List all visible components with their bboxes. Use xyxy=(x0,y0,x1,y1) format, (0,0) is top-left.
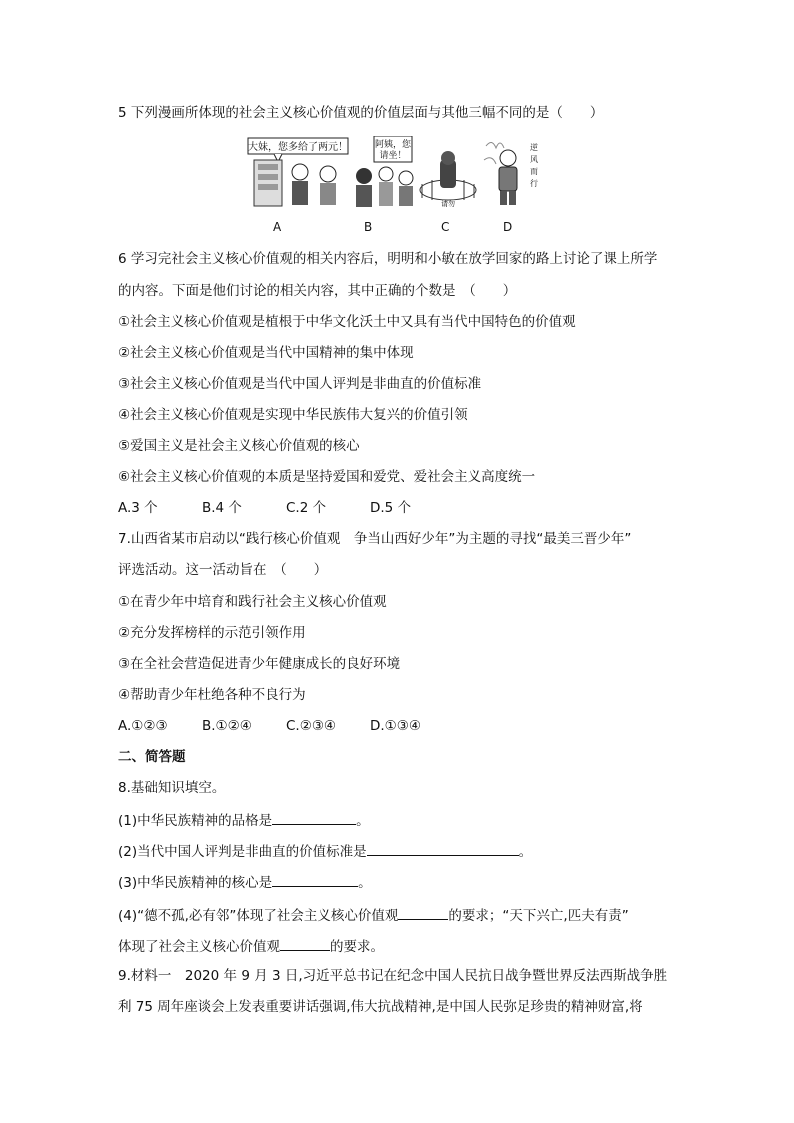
q8-item-3-blank[interactable] xyxy=(272,872,358,887)
q8-item-4-text: (4)“德不孤,必有邻”体现了社会主义核心价值观 xyxy=(118,908,399,924)
q8-item-4-line1 xyxy=(118,905,629,925)
q6-statement-5: ⑤爱国主义是社会主义核心价值观的核心 xyxy=(118,438,360,454)
q6-option-c[interactable]: C.2 个 xyxy=(286,500,327,516)
sculpture-fence-icon xyxy=(416,136,480,208)
q8-item-3 xyxy=(118,872,372,892)
comic-a-bubble: 大妹，您多给了两元！ xyxy=(248,142,348,153)
q6-stem-line1: 6 学习完社会主义核心价值观的相关内容后，明明和小敏在放学回家的路上讨论了课上所学 xyxy=(118,251,658,267)
q8-item-4-line2 xyxy=(118,936,384,956)
q6-option-d[interactable]: D.5 个 xyxy=(370,500,412,516)
q6-statement-4: ④社会主义核心价值观是实现中华民族伟大复兴的价值引领 xyxy=(118,407,468,423)
q7-statement-2: ②充分发挥榜样的示范引领作用 xyxy=(118,625,306,641)
comic-panel-a xyxy=(244,136,352,208)
q7-option-b[interactable]: B.①②④ xyxy=(202,718,252,734)
svg-text:而: 而 xyxy=(530,167,538,176)
q7-stem-line2: 评选活动。这一活动旨在 （ ） xyxy=(118,562,328,578)
svg-text:风: 风 xyxy=(530,155,538,164)
comic-b-illustration xyxy=(352,136,416,208)
q7-option-a[interactable]: A.①②③ xyxy=(118,718,168,734)
q8-item-2-blank[interactable] xyxy=(367,841,519,856)
q7-stem-line1: 7.山西省某市启动以“践行核心价值观 争当山西好少年”为主题的寻找“最美三晋少年” xyxy=(118,531,632,547)
q6-option-a[interactable]: A.3 个 xyxy=(118,500,158,516)
comic-label-a: A xyxy=(273,220,282,234)
svg-text:阿姨，您: 阿姨，您 xyxy=(374,140,412,150)
q8-item-4-blank-2[interactable] xyxy=(280,936,330,951)
comic-label-c: C xyxy=(441,220,450,234)
q8-item-4-line2-text: 体现了社会主义核心价值观 xyxy=(118,939,280,955)
comic-panel-c xyxy=(416,136,480,208)
svg-text:逆: 逆 xyxy=(530,143,538,152)
q8-item-4-line2-end: 的要求。 xyxy=(330,939,384,955)
q6-options xyxy=(118,499,454,517)
q7-statement-1: ①在青少年中培育和践行社会主义核心价值观 xyxy=(118,594,387,610)
q7-statement-3: ③在全社会营造促进青少年健康成长的良好环境 xyxy=(118,656,401,672)
comic-c-sign: 请勿 xyxy=(441,200,455,208)
q8-item-1-end: 。 xyxy=(356,813,370,829)
q6-statement-2: ②社会主义核心价值观是当代中国精神的集中体现 xyxy=(118,345,414,361)
comic-label-b: B xyxy=(364,220,373,234)
q8-item-1 xyxy=(118,810,370,830)
comic-panel-b xyxy=(352,136,416,208)
comic-strip xyxy=(244,136,540,208)
q7-statement-4: ④帮助青少年杜绝各种不良行为 xyxy=(118,687,306,703)
q8-item-3-end: 。 xyxy=(358,875,372,891)
q8-item-2-end: 。 xyxy=(518,844,533,860)
q9-line2: 利 75 周年座谈会上发表重要讲话强调,伟大抗战精神,是中国人民弥足珍贵的精神财富,将 xyxy=(118,999,643,1015)
comic-panel-d xyxy=(480,136,540,208)
q8-item-1-text: (1)中华民族精神的品格是 xyxy=(118,813,273,829)
firefighter-icon xyxy=(480,136,540,208)
q8-item-2-text: (2)当代中国人评判是非曲直的价值标准是 xyxy=(118,844,367,860)
q7-option-d[interactable]: D.①③④ xyxy=(370,718,421,734)
comic-label-d: D xyxy=(503,220,513,234)
q8-item-4-mid: 的要求；“天下兴亡,匹夫有责” xyxy=(448,908,629,924)
q6-statement-6: ⑥社会主义核心价值观的本质是坚持爱国和爱党、爱社会主义高度统一 xyxy=(118,469,536,485)
q9-line1: 9.材料一 2020 年 9 月 3 日,习近平总书记在纪念中国人民抗日战争暨世界反法西斯战争胜 xyxy=(118,968,668,984)
q7-option-c[interactable]: C.②③④ xyxy=(286,718,337,734)
svg-text:请坐！: 请坐！ xyxy=(379,151,407,161)
comic-a-illustration xyxy=(244,136,352,208)
q6-statement-3: ③社会主义核心价值观是当代中国人评判是非曲直的价值标准 xyxy=(118,376,482,392)
q8-item-4-blank-1[interactable] xyxy=(398,905,448,920)
q8-item-3-text: (3)中华民族精神的核心是 xyxy=(118,875,273,891)
q6-option-b[interactable]: B.4 个 xyxy=(202,500,242,516)
svg-text:行: 行 xyxy=(530,179,538,188)
q5-stem: 5 下列漫画所体现的社会主义核心价值观的价值层面与其他三幅不同的是（ ） xyxy=(118,105,604,121)
q8-stem: 8.基础知识填空。 xyxy=(118,780,226,796)
q8-item-2 xyxy=(118,841,532,861)
q8-item-1-blank[interactable] xyxy=(272,810,356,825)
section-heading: 二、简答题 xyxy=(118,749,186,765)
q6-stem-line2: 的内容。下面是他们讨论的相关内容，其中正确的个数是 （ ） xyxy=(118,283,517,299)
q6-statement-1: ①社会主义核心价值观是植根于中华文化沃土中又具有当代中国特色的价值观 xyxy=(118,314,576,330)
q7-options xyxy=(118,717,454,735)
